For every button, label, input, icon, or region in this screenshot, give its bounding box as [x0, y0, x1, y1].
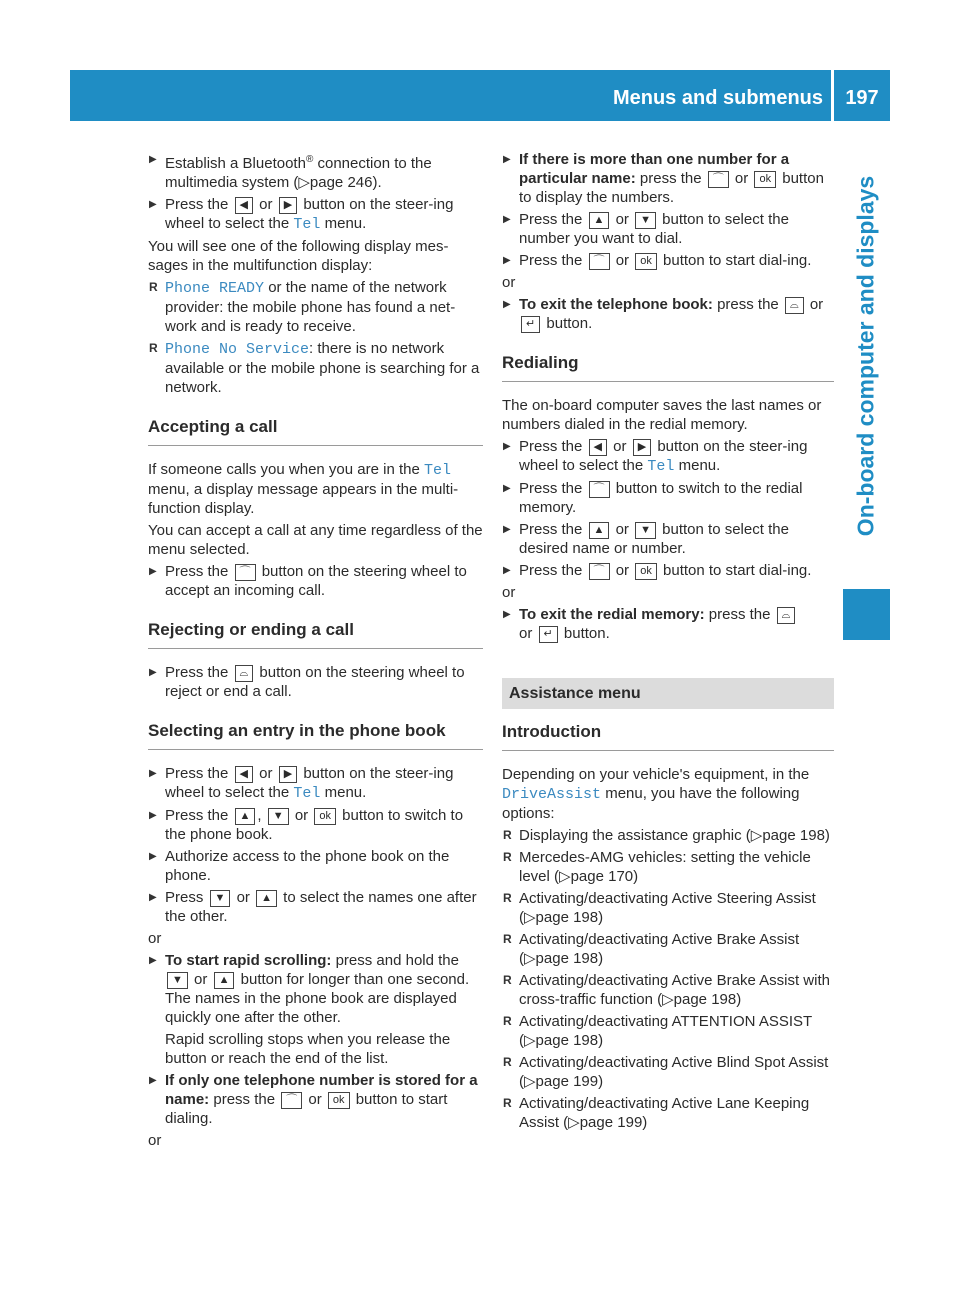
phone-key-icon: ⌒	[589, 563, 610, 580]
phone-key-icon: ⌒	[589, 253, 610, 270]
or-text: or	[502, 274, 516, 291]
heading-phone-book: Selecting an entry in the phone book	[148, 721, 483, 750]
ok-key-icon: ok	[635, 253, 657, 270]
up-key-icon: ▲	[256, 890, 277, 907]
step-select-number: ▶ Press the ▲ or ▼ button to select the number you want to dial.	[502, 210, 834, 248]
right-arrow-key-icon: ▶	[279, 197, 297, 214]
back-key-icon: ↵	[521, 316, 540, 333]
list-item: R Displaying the assistance graphic (▷page 198)	[502, 826, 834, 845]
up-key-icon: ▲	[589, 522, 610, 539]
left-arrow-key-icon: ◀	[589, 439, 607, 456]
hangup-key-icon: ⌓	[785, 297, 804, 314]
list-item: R Activating/deactivating Active Blind Spot Assist (▷page 199)	[502, 1053, 834, 1091]
back-key-icon: ↵	[539, 626, 558, 643]
assistance-options-list	[502, 826, 834, 1132]
step-single-number: ▶ If only one telephone number is stored for a name: press the ⌒ or ok button to start dialing.	[148, 1071, 483, 1128]
bullet-phone-no-service: R Phone No Service: there is no network available or the mobile phone is searching for a network.	[148, 339, 483, 397]
phone-key-icon: ⌒	[235, 564, 256, 581]
heading-accepting-call: Accepting a call	[148, 417, 483, 446]
step-select-tel: ▶ Press the ◀ or ▶ button on the steer-ing wheel to select the Tel menu.	[148, 764, 483, 803]
paragraph: Rapid scrolling stops when you release the button or reach the end of the list.	[165, 1031, 451, 1067]
paragraph: The on-board computer saves the last names or numbers dialed in the redial memory.	[502, 397, 822, 433]
paragraph: Depending on your vehicle's equipment, in the DriveAssist menu, you have the following options:	[502, 766, 810, 822]
step-rapid-scrolling: ▶ To start rapid scrolling: press and hold the ▼ or ▲ button for longer than one second. The names in the phone book are displayed quickly one after the other.	[148, 951, 483, 1027]
step-multiple-numbers: ▶ If there is more than one number for a particular name: press the ⌒ or ok button to display the numbers.	[502, 150, 834, 207]
list-item: R Activating/deactivating ATTENTION ASSIST (▷page 198)	[502, 1012, 834, 1050]
heading-redialing: Redialing	[502, 353, 834, 382]
right-arrow-key-icon: ▶	[279, 766, 297, 783]
step-select-tel: ▶ Press the ◀ or ▶ button on the steer-ing wheel to select the Tel menu.	[148, 195, 483, 234]
list-item: R Activating/deactivating Active Lane Keeping Assist (▷page 199)	[502, 1094, 834, 1132]
left-arrow-key-icon: ◀	[235, 197, 253, 214]
side-tab-marker	[843, 589, 890, 640]
phone-key-icon: ⌒	[281, 1092, 302, 1109]
ok-key-icon: ok	[635, 563, 657, 580]
step-exit-phone-book: ▶ To exit the telephone book: press the ⌓ or ↵ button.	[502, 295, 834, 333]
heading-introduction: Introduction	[502, 722, 834, 751]
hangup-key-icon: ⌓	[777, 607, 796, 624]
page-number: 197	[834, 70, 890, 121]
paragraph: If someone calls you when you are in the Tel menu, a display message appears in the multi-function display.	[148, 461, 459, 517]
step-select-name: ▶ Press the ▲ or ▼ button to select the desired name or number.	[502, 520, 834, 558]
down-key-icon: ▼	[635, 212, 656, 229]
left-column	[148, 150, 483, 1153]
header-title: Menus and submenus	[612, 87, 823, 109]
ok-key-icon: ok	[754, 171, 776, 188]
side-tab-label: On-board computer and displays	[852, 175, 879, 537]
right-arrow-key-icon: ▶	[633, 439, 651, 456]
ok-key-icon: ok	[314, 808, 336, 825]
step-establish-bluetooth: ▶ Establish a Bluetooth® connection to the multimedia system (▷page 246).	[148, 150, 483, 192]
down-key-icon: ▼	[210, 890, 231, 907]
list-item: R Activating/deactivating Active Brake Assist with cross-traffic function (▷page 198)	[502, 971, 834, 1009]
step-select-tel: ▶ Press the ◀ or ▶ button on the steer-ing wheel to select the Tel menu.	[502, 437, 834, 476]
down-key-icon: ▼	[268, 808, 289, 825]
phone-key-icon: ⌒	[708, 171, 729, 188]
phone-key-icon: ⌒	[589, 481, 610, 498]
hangup-key-icon: ⌓	[235, 665, 254, 682]
or-text: or	[502, 584, 516, 601]
step-start-dialing: ▶ Press the ⌒ or ok button to start dial-ing.	[502, 561, 834, 580]
bullet-phone-ready: R Phone READY or the name of the network provider: the mobile phone has found a net-work and is ready to receive.	[148, 278, 483, 336]
step-authorize-access: ▶ Authorize access to the phone book on the phone.	[148, 847, 483, 885]
list-item: R Activating/deactivating Active Steering Assist (▷page 198)	[502, 889, 834, 927]
left-arrow-key-icon: ◀	[235, 766, 253, 783]
paragraph: You can accept a call at any time regardless of the menu selected.	[148, 522, 483, 558]
list-item: R Activating/deactivating Active Brake Assist (▷page 198)	[502, 930, 834, 968]
up-key-icon: ▲	[235, 808, 256, 825]
right-column	[502, 150, 834, 1135]
up-key-icon: ▲	[214, 972, 235, 989]
step-exit-redial: ▶ To exit the redial memory: press the ⌓ or ↵ button.	[502, 605, 834, 643]
step-open-phone-book: ▶ Press the ▲ , ▼ or ok button to switch to the phone book.	[148, 806, 483, 844]
step-start-dialing: ▶ Press the ⌒ or ok button to start dial-ing.	[502, 251, 834, 270]
ok-key-icon: ok	[328, 1092, 350, 1109]
step-accept-call: ▶ Press the ⌒ button on the steering wheel to accept an incoming call.	[148, 562, 483, 600]
down-key-icon: ▼	[167, 972, 188, 989]
heading-rejecting-call: Rejecting or ending a call	[148, 620, 483, 649]
or-text: or	[148, 1132, 162, 1149]
step-select-names: ▶ Press ▼ or ▲ to select the names one after the other.	[148, 888, 483, 926]
paragraph: You will see one of the following display mes-sages in the multifunction display:	[148, 238, 449, 274]
step-reject-call: ▶ Press the ⌓ button on the steering wheel to reject or end a call.	[148, 663, 483, 701]
up-key-icon: ▲	[589, 212, 610, 229]
or-text: or	[148, 930, 162, 947]
step-open-redial: ▶ Press the ⌒ button to switch to the redial memory.	[502, 479, 834, 517]
assistance-menu-banner: Assistance menu	[502, 678, 834, 709]
down-key-icon: ▼	[635, 522, 656, 539]
list-item: R Mercedes-AMG vehicles: setting the vehicle level (▷page 170)	[502, 848, 834, 886]
